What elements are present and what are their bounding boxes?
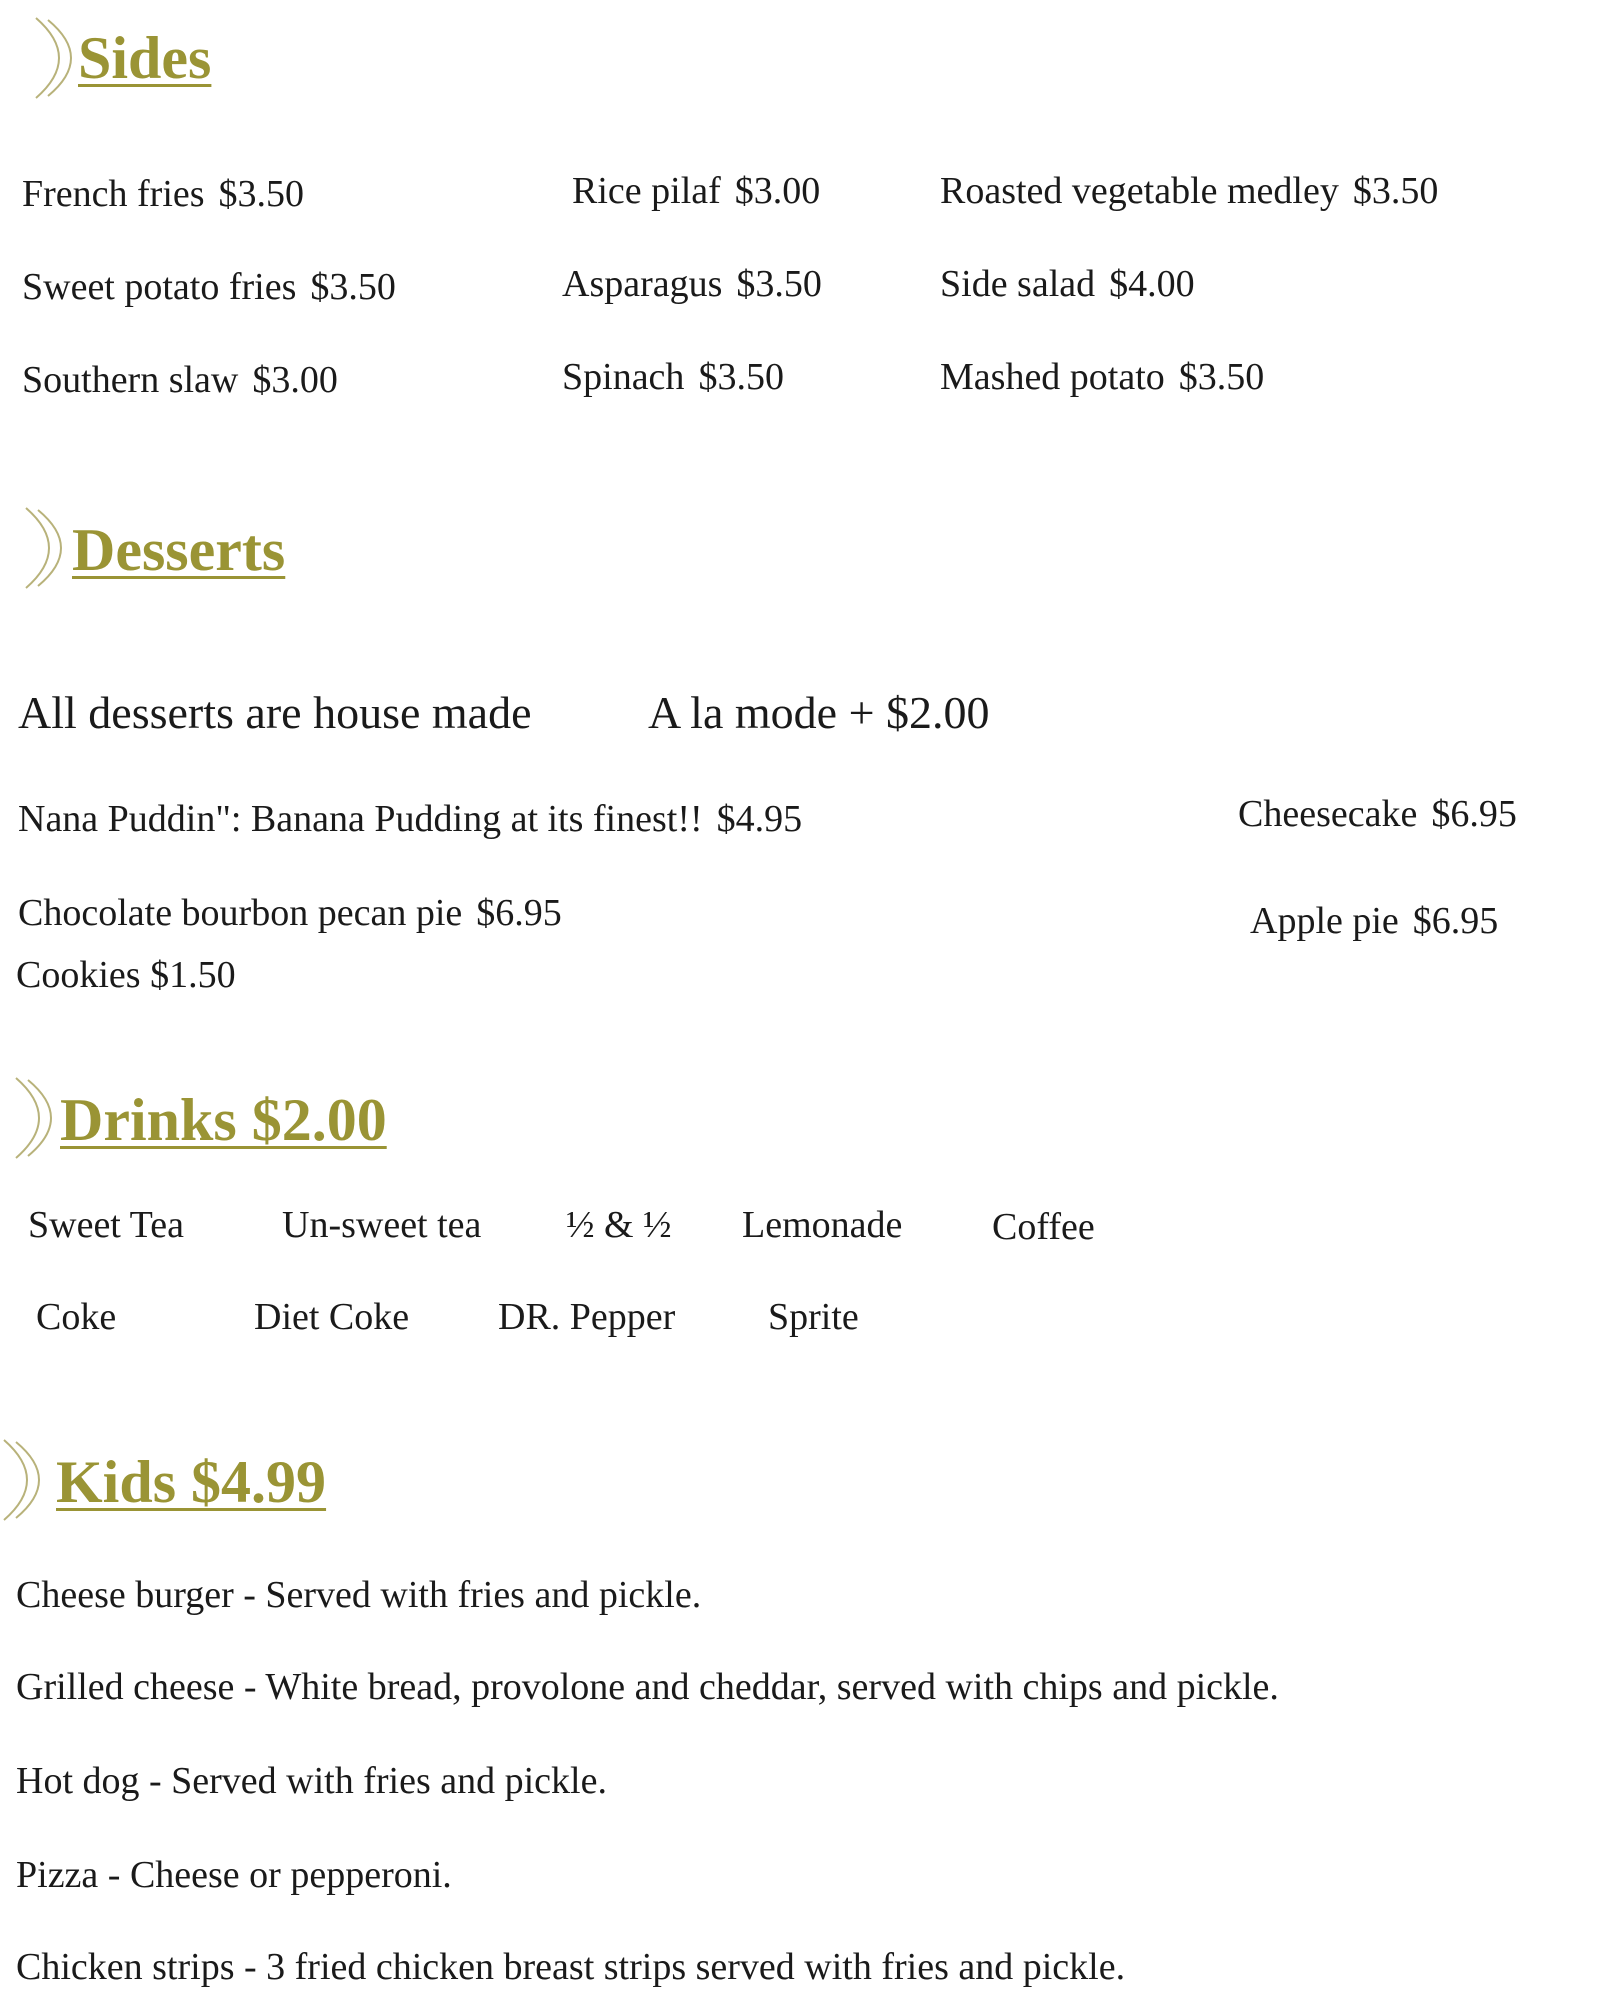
side-item: Rice pilaf $3.00: [572, 170, 821, 212]
kids-item: Chicken strips - 3 fried chicken breast strips served with fries and pickle.: [16, 1946, 1126, 1988]
drink-item: Un-sweet tea: [282, 1204, 482, 1246]
dessert-item: Chocolate bourbon pecan pie $6.95: [18, 892, 562, 934]
side-item: French fries $3.50: [22, 173, 305, 215]
drink-item: Coffee: [992, 1206, 1095, 1248]
drink-item: Diet Coke: [254, 1296, 410, 1338]
sides-heading: Sides: [78, 25, 212, 91]
kids-item: Cheese burger - Served with fries and pickle.: [16, 1574, 702, 1616]
desserts-heading: Desserts: [72, 517, 286, 583]
desserts-house-made-note: All desserts are house made: [18, 687, 532, 738]
dessert-item: Cheesecake $6.95: [1238, 793, 1517, 835]
crescent-ornament-icon: [8, 1074, 68, 1162]
drinks-heading: Drinks $2.00: [60, 1087, 387, 1153]
side-item: Sweet potato fries $3.50: [22, 266, 396, 308]
side-item: Roasted vegetable medley $3.50: [940, 170, 1439, 212]
side-item: Side salad $4.00: [940, 263, 1195, 305]
kids-item: Hot dog - Served with fries and pickle.: [16, 1760, 607, 1802]
drink-item: Coke: [36, 1296, 117, 1338]
drink-item: Sprite: [768, 1296, 859, 1338]
dessert-item: Nana Puddin": Banana Pudding at its finest!! $4.95: [18, 798, 803, 840]
side-item: Southern slaw $3.00: [22, 359, 338, 401]
crescent-ornament-icon: [18, 504, 78, 592]
drink-item: Lemonade: [742, 1204, 903, 1246]
a-la-mode-note: A la mode + $2.00: [648, 687, 990, 738]
kids-item: Pizza - Cheese or pepperoni.: [16, 1854, 452, 1896]
kids-heading: Kids $4.99: [56, 1449, 327, 1515]
dessert-item: Apple pie $6.95: [1250, 900, 1499, 942]
crescent-ornament-icon: [0, 1436, 56, 1524]
side-item: Mashed potato $3.50: [940, 356, 1265, 398]
side-item: Asparagus $3.50: [562, 263, 822, 305]
kids-item: Grilled cheese - White bread, provolone and cheddar, served with chips and pickle.: [16, 1666, 1279, 1708]
dessert-item: Cookies $1.50: [16, 954, 236, 996]
side-item: Spinach $3.50: [562, 356, 784, 398]
drink-item: DR. Pepper: [498, 1296, 676, 1338]
drink-item: ½ & ½: [566, 1204, 672, 1246]
drink-item: Sweet Tea: [28, 1204, 184, 1246]
